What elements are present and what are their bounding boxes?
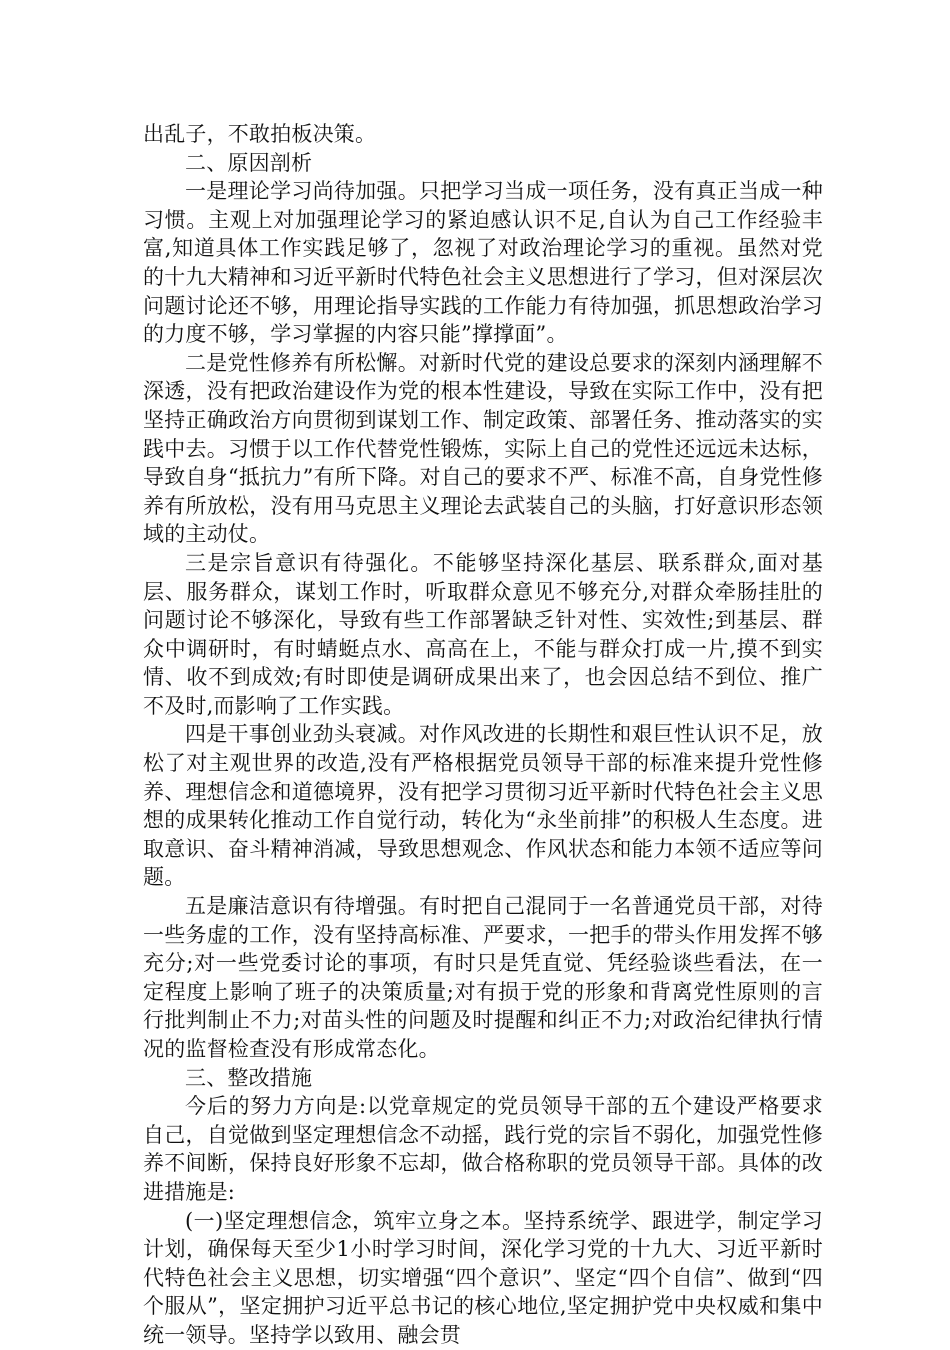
section-heading-rectification: 三、整改措施	[185, 1065, 313, 1090]
paragraph-entrepreneurial-drive: 四是干事创业劲头衰减。对作风改进的长期性和艰巨性认识不足，放松了对主观世界的改造,没有严格根据党员领导干部的标准来提升党性修养、理想信念和道德境界，没有把学习贯彻习近平新时代特色社会主义思想的成果转化推动工作自觉行动，转化为“永坐前排”的积极人生态度。进取意识、奋斗精神消减，导致思想观念、作风状态和能力本领不适应等问题。	[143, 722, 823, 890]
paragraph-direction: 今后的努力方向是:以党章规定的党员领导干部的五个建设严格要求自己，自觉做到坚定理想信念不动摇，践行党的宗旨不弱化，加强党性修养不间断，保持良好形象不忘却，做合格称职的党员领导干部。具体的改进措施是:	[143, 1094, 823, 1204]
paragraph-measure-one: (一)坚定理想信念，筑牢立身之本。坚持系统学、跟进学，制定学习计划，确保每天至少1小时学习时间，深化学习党的十九大、习近平新时代特色社会主义思想，切实增强“四个意识”、坚定“四个自信”、做到“四个服从”，坚定拥护习近平总书记的核心地位,坚定拥护党中央权威和集中统一领导。坚持学以致用、融会贯	[143, 1208, 823, 1347]
paragraph-integrity-awareness: 五是廉洁意识有待增强。有时把自己混同于一名普通党员干部，对待一些务虚的工作，没有坚持高标准、严要求，一把手的带头作用发挥不够充分;对一些党委讨论的事项，有时只是凭直觉、凭经验谈些看法，在一定程度上影响了班子的决策质量;对有损于党的形象和背离党性原则的言行批判制止不力;对苗头性的问题及时提醒和纠正不力;对政治纪律执行情况的监督检查没有形成常态化。	[143, 894, 823, 1061]
paragraph-purpose-awareness: 三是宗旨意识有待强化。不能够坚持深化基层、联系群众,面对基层、服务群众，谋划工作时，听取群众意见不够充分,对群众牵肠挂肚的问题讨论不够深化，导致有些工作部署缺乏针对性、实效性;到基层、群众中调研时，有时蜻蜓点水、高高在上，不能与群众打成一片,摸不到实情、收不到成效;有时即使是调研成果出来了，也会因总结不到位、推广不及时,而影响了工作实践。	[143, 550, 823, 718]
document-body	[143, 120, 823, 1350]
paragraph-theory-study: 一是理论学习尚待加强。只把学习当成一项任务，没有真正当成一种习惯。主观上对加强理论学习的紧迫感认识不足,自认为自己工作经验丰富,知道具体工作实践足够了，忽视了对政治理论学习的重视。虽然对党的十九大精神和习近平新时代特色社会主义思想进行了学习，但对深层次问题讨论还不够，用理论指导实践的工作能力有待加强，抓思想政治学习的力度不够，学习掌握的内容只能”撑撑面”。	[143, 179, 823, 347]
paragraph-party-spirit: 二是党性修养有所松懈。对新时代党的建设总要求的深刻内涵理解不深透，没有把政治建设作为党的根本性建设，导致在实际工作中，没有把坚持正确政治方向贯彻到谋划工作、制定政策、部署任务、推动落实的实践中去。习惯于以工作代替党性锻炼，实际上自己的党性还远远未达标，导致自身“抵抗力”有所下降。对自己的要求不严、标准不高，自身党性修养有所放松，没有用马克思主义理论去武装自己的头脑，打好意识形态领域的主动仗。	[143, 350, 823, 547]
continuation-paragraph: 出乱子，不敢拍板决策。	[143, 122, 377, 146]
section-heading-cause-analysis: 二、原因剖析	[185, 150, 313, 175]
